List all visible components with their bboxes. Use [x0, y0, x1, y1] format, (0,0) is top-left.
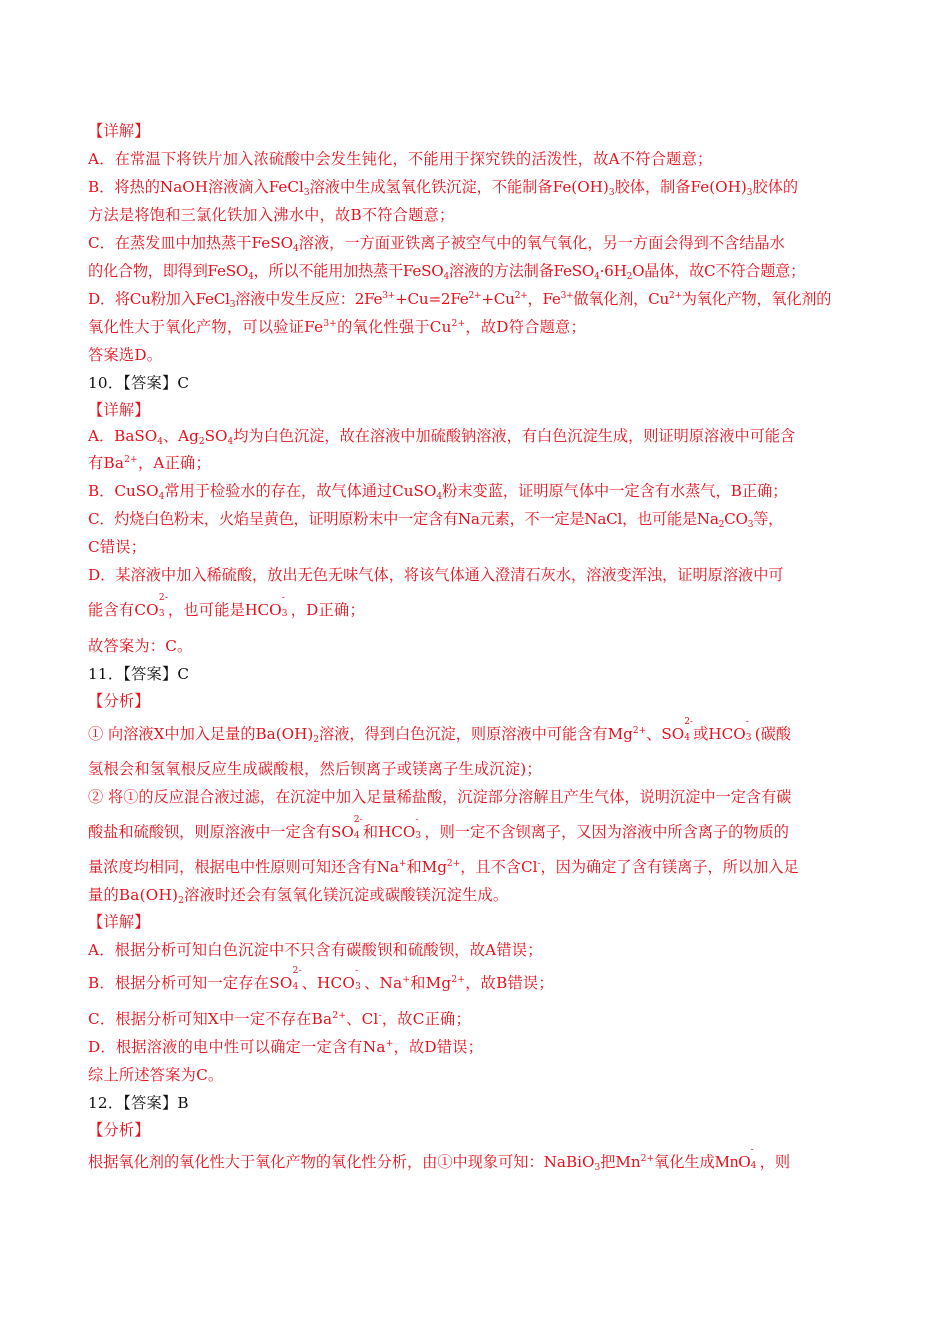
q11-option-b: B．根据分析可知一定存在SO 2- 4 、HCO - 3 、Na+和$Mg^{2+}$，故B错误；	[88, 966, 554, 992]
q11-header: 11．【答案】C	[88, 665, 190, 683]
sulfate-ion-charge: 2- 4	[353, 815, 363, 841]
q9-option-a: A．在常温下将铁片加入浓硫酸中会发生钝化，不能用于探究铁的活泼性，故A不符合题意；	[88, 150, 713, 168]
q9-detail-heading: 【详解】	[88, 122, 150, 140]
q10-option-d-line2: 能含有CO 2- 3 ，也可能是HCO - 3 ，D正确；	[88, 593, 365, 619]
q11-analysis-step2-line1: ② 将①的反应混合液过滤，在沉淀中加入足量稀盐酸，沉淀部分溶解且产生气体，说明沉淀中一定含有碳	[88, 788, 792, 806]
sulfate-ion-charge: 2- 4	[292, 966, 302, 992]
q11-analysis-step1-line1: ① 向溶液X中加入足量的$Ba(OH)_2$溶液，得到白色沉淀，则原溶液中可能含有$Mg^{2+}$、SO 2- 4 或HCO - 3 (碳酸	[88, 717, 792, 745]
permanganate-ion-charge: - 4	[750, 1145, 757, 1171]
bicarbonate-ion-charge: - 3	[745, 717, 752, 743]
q10-option-c-line2: C错误；	[88, 538, 147, 556]
q9-option-c-line1: C．在蒸发皿中加热蒸干FeSO$_4$溶液，一方面亚铁离子被空气中的氧气氧化，另一方面会得到不含结晶水	[88, 234, 785, 254]
q10-header: 10．【答案】C	[88, 374, 190, 392]
q12-header: 12．【答案】B	[88, 1094, 189, 1112]
q10-detail-heading: 【详解】	[88, 401, 150, 419]
q11-detail-heading: 【详解】	[88, 913, 150, 931]
q9-option-b-line2: 方法是将饱和三氯化铁加入沸水中，故B不符合题意；	[88, 206, 455, 224]
q11-analysis-step2-line3: 量浓度均相同，根据电中性原则可知还含有Na+和$Mg^{2+}$，且不含Cl-，因为确定了含有镁离子，所以加入足	[88, 858, 799, 876]
q9-answer: 答案选D。	[88, 346, 163, 364]
q11-analysis-step2-line2: 酸盐和硫酸钡，则原溶液中一定含有SO 2- 4 和HCO - 3 ，则一定不含钡离子，又因为溶液中所含离子的物质的	[88, 815, 789, 841]
q12-analysis-line1: 根据氧化剂的氧化性大于氧化产物的氧化性分析，由①中现象可知：NaBiO$_3$把$Mn^{2+}$氧化生成MnO - 4 ，则	[88, 1145, 791, 1173]
q9-option-c-line2: 的化合物，即得到FeSO$_4$，所以不能用加热蒸干FeSO$_4$溶液的方法制备$FeSO_4\cdot 6H_2O$晶体，故C不符合题意；	[88, 262, 806, 282]
q10-option-a-line2: 有$Ba^{2+}$，A正确；	[88, 454, 211, 472]
bicarbonate-ion-charge: - 3	[355, 966, 362, 992]
q10-option-c-line1: C．灼烧白色粉末，火焰呈黄色，证明原粉末中一定含有Na元素，不一定是NaCl，也可能是$Na_2CO_3$等，	[88, 510, 784, 530]
bicarbonate-ion-charge: - 3	[281, 593, 288, 619]
q11-analysis-step1-line2: 氢根会和氢氧根反应生成碳酸根，然后钡离子或镁离子生成沉淀)；	[88, 760, 542, 778]
q10-option-d-line1: D．某溶液中加入稀硫酸，放出无色无味气体，将该气体通入澄清石灰水，溶液变浑浊，证明原溶液中可	[88, 566, 784, 584]
bicarbonate-ion-charge: - 3	[415, 815, 422, 841]
sulfate-ion-charge: 2- 4	[684, 717, 693, 743]
q11-option-c: C．根据分析可知X中一定不存在$Ba^{2+}$、Cl-，故C正确；	[88, 1010, 471, 1028]
q11-option-a: A．根据分析可知白色沉淀中不只含有碳酸钡和硫酸钡，故A错误；	[88, 941, 543, 959]
q11-option-d: D．根据溶液的电中性可以确定一定含有Na+，故D错误；	[88, 1038, 484, 1056]
q11-analysis-heading: 【分析】	[88, 692, 150, 710]
q11-analysis-step2-line4: 量的$Ba(OH)_2$溶液时还会有氢氧化镁沉淀或碳酸镁沉淀生成。	[88, 886, 509, 906]
carbonate-ion-charge: 2- 3	[158, 593, 169, 619]
q10-option-b: B．CuSO$_4$常用于检验水的存在，故气体通过CuSO$_4$粉末变蓝，证明原气体中一定含有水蒸气，B正确；	[88, 482, 788, 502]
q11-answer: 综上所述答案为C。	[88, 1066, 224, 1084]
q9-option-d-line2: 氧化性大于氧化产物，可以验证$Fe^{3+}$的氧化性强于$Cu^{2+}$，故D符合题意；	[88, 318, 586, 336]
q9-option-b-line1: B．将热的NaOH溶液滴入FeCl$_3$溶液中生成氢氧化铁沉淀，不能制备$Fe(OH)_3$胶体，制备$Fe(OH)_3$胶体的	[88, 178, 799, 198]
q10-option-a-line1: A．BaSO$_4$、$Ag_2SO_4$均为白色沉淀，故在溶液中加硫酸钠溶液，有白色沉淀生成，则证明原溶液中可能含	[88, 427, 796, 447]
q12-analysis-heading: 【分析】	[88, 1121, 150, 1139]
q10-answer: 故答案为：C。	[88, 637, 193, 655]
q9-option-d-line1: D．将Cu粉加入FeCl$_3$溶液中发生反应：$2Fe^{3+}+Cu=2Fe^{2+}+Cu^{2+}$，$Fe^{3+}$做氧化剂，$Cu^{2+}$为氧化产物，氧化剂的	[88, 290, 832, 310]
